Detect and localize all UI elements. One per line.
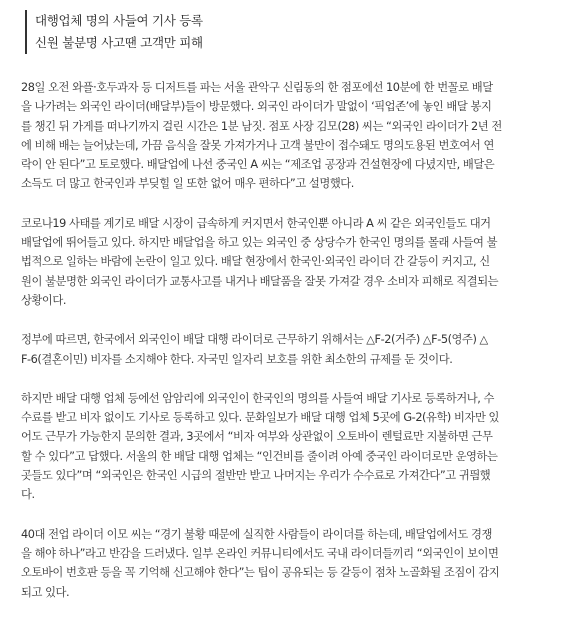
article-paragraph (21, 78, 549, 194)
paragraph-line: 을 나가려는 외국인 라이더(배달부)들이 방문했다. 외국인 라이더가 말없이 ‘픽업존’에 놓인 배달 봉지 (21, 100, 492, 114)
paragraph-line: 다. (21, 488, 35, 502)
paragraph-line: 락이 안 된다”고 토로했다. 배달업에 나선 중국인 A 씨는 “제조업 공장과 건설현장에 다녔지만, 배달은 (21, 158, 495, 172)
article-paragraph (21, 525, 549, 602)
paragraph-line: 에 비해 배는 늘어났는데, 가끔 음식을 잘못 가져가거나 고객 불만이 접수돼도 명의도용된 번호여서 연 (21, 138, 494, 152)
paragraph-line: 코로나19 사태를 계기로 배달 시장이 급속하게 커지면서 한국인뿐 아니라 A 씨 같은 외국인들도 대거 (21, 216, 491, 230)
article-body (21, 78, 549, 622)
paragraph-line: 상황이다. (21, 293, 66, 307)
paragraph-line: 수료를 받고 비자 없이도 기사로 등록하고 있다. 문화일보가 배달 대행 업체 5곳에 G-2(유학) 비자만 있 (21, 411, 500, 425)
paragraph-line: 되고 있다. (21, 585, 70, 599)
article-paragraph (21, 330, 549, 369)
paragraph-line: 배달업에 뛰어들고 있다. 하지만 배달업을 하고 있는 외국인 중 상당수가 한국인 명의를 몰래 사들여 불 (21, 236, 498, 250)
paragraph-line: 곳들도 있다”며 “외국인은 한국인 시급의 절반만 받고 나머지는 우리가 수수료로 가져간다”고 귀띔했 (21, 469, 491, 483)
subheading-block (25, 10, 415, 54)
paragraph-line: 하지만 배달 대행 업체 등에선 암암리에 외국인이 한국인의 명의를 사들여 배달 기사로 등록하거나, 수 (21, 391, 494, 405)
paragraph-line: 오토바이 번호판 등을 꼭 기억해 신고해야 한다”는 팁이 공유되는 등 갈등이 점차 노골화될 조짐이 감지 (21, 566, 500, 580)
paragraph-line: 법적으로 일하는 바람에 논란이 일고 있다. 배달 현장에서 한국인·외국인 라이더 간 갈등이 커지고, 신 (21, 255, 490, 269)
subheading-2: 신원 불분명 사고땐 고객만 피해 (35, 35, 203, 50)
subheading-1: 대행업체 명의 사들여 기사 등록 (35, 13, 203, 28)
paragraph-line: 어도 근무가 가능한지 문의한 결과, 3곳에서 “비자 여부와 상관없이 오토바이 렌털료만 지불하면 근무 (21, 430, 493, 444)
article-paragraph (21, 389, 549, 505)
paragraph-line: 정부에 따르면, 한국에서 외국인이 배달 대행 라이더로 근무하기 위해서는 △F-2(거주) △F-5(영주) △ (21, 333, 488, 347)
paragraph-line: 할 수 있다”고 답했다. 서울의 한 배달 대행 업체는 “인건비를 줄이려 아예 중국인 라이더로만 운영하는 (21, 449, 498, 463)
paragraph-line: 를 챙긴 뒤 가게를 떠나기까지 걸린 시간은 1분 남짓. 점포 사장 김모(28) 씨는 “외국인 라이더가 2년 전 (21, 119, 502, 133)
paragraph-line: 원이 불분명한 외국인 라이더가 교통사고를 내거나 배달품을 잘못 가져갈 경우 소비자 피해로 직결되는 (21, 274, 499, 288)
paragraph-line: 28일 오전 와플·호두과자 등 디저트를 파는 서울 관악구 신림동의 한 점포에선 10분에 한 번꼴로 배달 (21, 81, 493, 94)
paragraph-line: 을 해야 하나”라고 반감을 드러냈다. 일부 온라인 커뮤니티에서도 국내 라이더들끼리 “외국인이 보이면 (21, 546, 499, 560)
paragraph-line: 40대 전업 라이더 이모 씨는 “경기 불황 때문에 실직한 사람들이 라이더를 하는데, 배달업에서도 경쟁 (21, 527, 492, 541)
paragraph-line: 소득도 더 많고 한국인과 부딪힐 일 또한 없어 매우 편하다”고 설명했다. (21, 177, 354, 191)
article-paragraph (21, 214, 549, 310)
paragraph-line: F-6(결혼이민) 비자를 소지해야 한다. 자국민 일자리 보호를 위한 최소한의 규제를 둔 것이다. (21, 352, 453, 366)
